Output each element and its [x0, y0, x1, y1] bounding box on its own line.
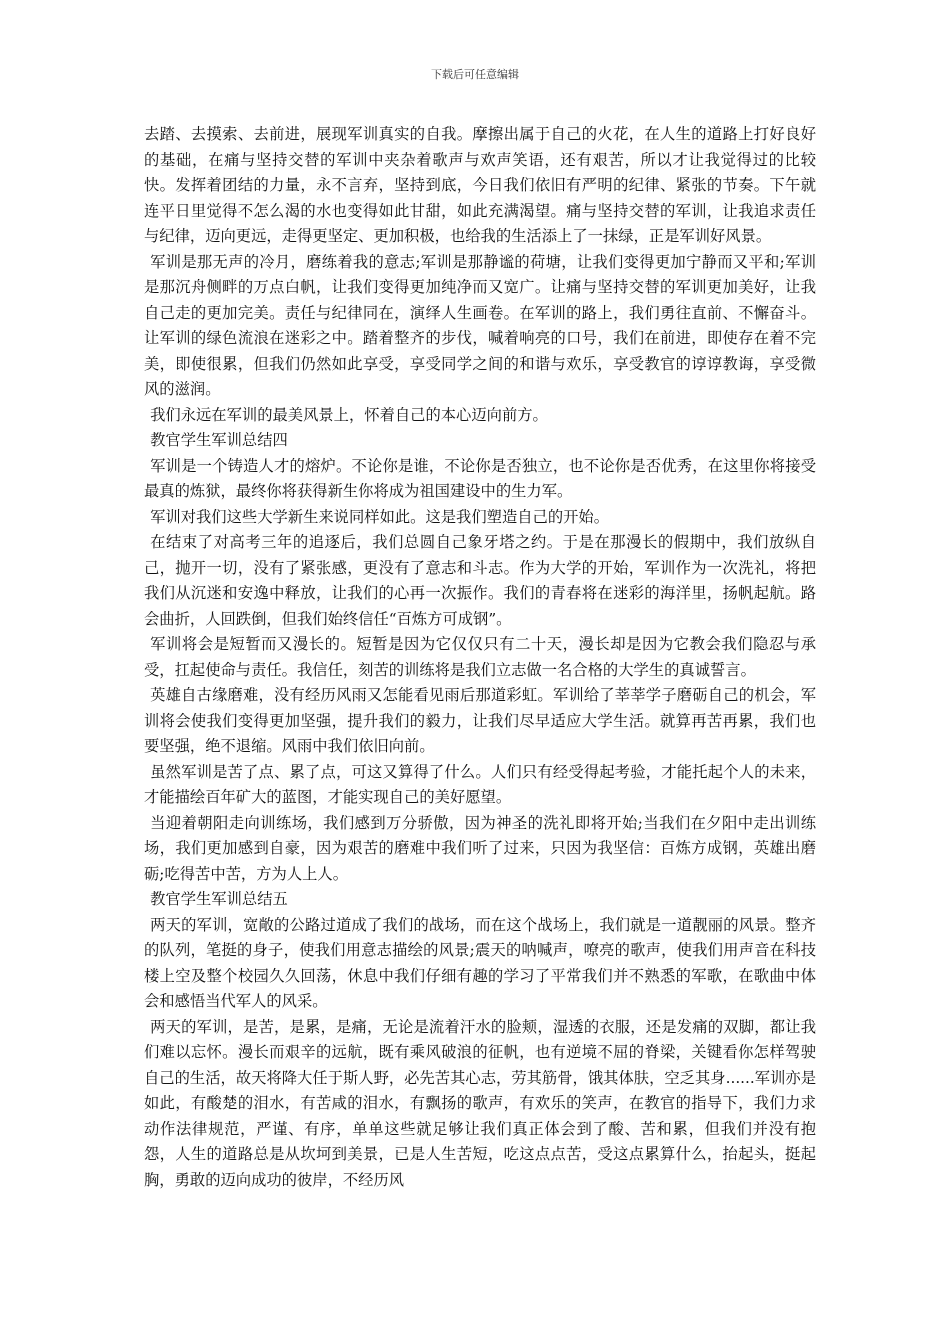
- paragraph: 军训将会是短暂而又漫长的。短暂是因为它仅仅只有二十天，漫长却是因为它教会我们隐忍与承受，扛起使命与责任。我信任，刻苦的训练将是我们立志做一名合格的大学生的真诚誓言。: [144, 635, 816, 679]
- paragraph: 两天的军训，是苦，是累，是痛，无论是流着汗水的脸颊，湿透的衣服，还是发痛的双脚，都让我们难以忘怀。漫长而艰辛的远航，既有乘风破浪的征帆，也有逆境不屈的脊梁，关键看你怎样驾驶自己的生活，故天将降大任于斯人野，必先苦其心志，劳其筋骨，饿其体肤，空乏其身......军训亦是如此，有酸楚的泪水，有苦咸的泪水，有飘扬的歌声，有欢乐的笑声，在教官的指导下，我们力求动作法律规范，严谨、有序，单单这些就足够让我们真正体会到了酸、苦和累，但我们并没有抱怨，人生的道路总是从坎坷到美景，已是人生苦短，吃这点点苦，受这点累算什么，抬起头，挺起胸，勇敢的迈向成功的彼岸，不经历风: [144, 1017, 816, 1189]
- section-heading: 教官学生军训总结五: [150, 890, 288, 908]
- paragraph: 两天的军训，宽敞的公路过道成了我们的战场，而在这个战场上，我们就是一道靓丽的风景。整齐的队列，笔挺的身子，使我们用意志描绘的风景;震天的呐喊声，嘹亮的歌声，使我们用声音在科技楼上空及整个校园久久回荡，休息中我们仔细有趣的学习了平常我们并不熟悉的军歌，在歌曲中体会和感悟当代军人的风采。: [144, 915, 816, 1010]
- paragraph: 军训是一个铸造人才的熔炉。不论你是谁，不论你是否独立，也不论你是否优秀，在这里你将接受最真的炼狱，最终你将获得新生你将成为祖国建设中的生力军。: [144, 456, 816, 500]
- paragraph: 在结束了对高考三年的追逐后，我们总圆自己象牙塔之约。于是在那漫长的假期中，我们放纵自己，抛开一切，没有了紧张感，更没有了意志和斗志。作为大学的开始，军训作为一次洗礼，将把我们从沉迷和安逸中释放，让我们的心再一次振作。我们的青春将在迷彩的海洋里，扬帆起航。路会曲折，人回跌倒，但我们始终信任“百炼方可成钢”。: [144, 533, 816, 628]
- document-body: [144, 122, 816, 1193]
- section-heading: 教官学生军训总结四: [150, 431, 288, 449]
- paragraph: 军训对我们这些大学新生来说同样如此。这是我们塑造自己的开始。: [150, 507, 610, 526]
- paragraph: 英雄自古缘磨难，没有经历风雨又怎能看见雨后那道彩虹。军训给了莘莘学子磨砺自己的机会，军训将会使我们变得更加坚强，提升我们的毅力，让我们尽早适应大学生活。就算再苦再累，我们也要坚强，绝不退缩。风雨中我们依旧向前。: [144, 686, 816, 755]
- paragraph: 虽然军训是苦了点、累了点，可这又算得了什么。人们只有经受得起考验，才能托起个人的未来，才能描绘百年矿大的蓝图，才能实现自己的美好愿望。: [144, 762, 816, 806]
- paragraph: 我们永远在军训的最美风景上，怀着自己的本心迈向前方。: [150, 405, 548, 424]
- page-header-note: 下载后可任意编辑: [431, 68, 519, 81]
- paragraph: 军训是那无声的冷月，磨练着我的意志;军训是那静谧的荷塘，让我们变得更加宁静而又平和;军训是那沉舟侧畔的万点白帆，让我们变得更加纯净而又宽广。让痛与坚持交替的军训更加美好，让我自己走的更加完美。责任与纪律同在，演绎人生画卷。在军训的路上，我们勇往直前、不懈奋斗。让军训的绿色流浪在迷彩之中。踏着整齐的步伐，喊着响亮的口号，我们在前进，即使存在着不完美，即使很累，但我们仍然如此享受，享受同学之间的和谐与欢乐，享受教官的谆谆教诲，享受微风的滋润。: [144, 252, 816, 398]
- paragraph: 当迎着朝阳走向训练场，我们感到万分骄傲，因为神圣的洗礼即将开始;当我们在夕阳中走出训练场，我们更加感到自豪，因为艰苦的磨难中我们听了过来，只因为我坚信：百炼方成钢，英雄出磨砺;吃得苦中苦，方为人上人。: [144, 813, 816, 883]
- paragraph: 去踏、去摸索、去前进，展现军训真实的自我。摩擦出属于自己的火花，在人生的道路上打好良好的基础，在痛与坚持交替的军训中夹杂着歌声与欢声笑语，还有艰苦，所以才让我觉得过的比较快。发挥着团结的力量，永不言弃，坚持到底，今日我们依旧有严明的纪律、紧张的节奏。下午就连平日里觉得不怎么渴的水也变得如此甘甜，如此充满渴望。痛与坚持交替的军训，让我追求责任与纪律，迈向更远，走得更坚定、更加积极，也给我的生活添上了一抹绿，正是军训好风景。: [144, 125, 816, 245]
